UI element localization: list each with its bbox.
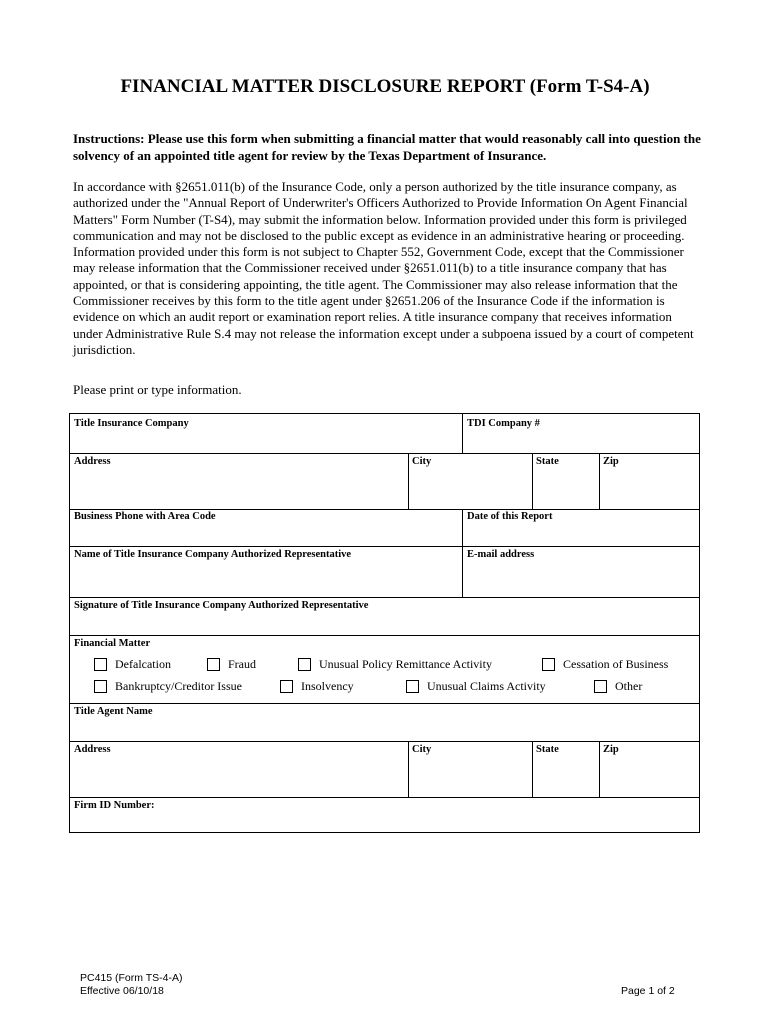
disclosure-form (69, 413, 700, 833)
fraud-option[interactable] (207, 657, 256, 672)
divider (70, 597, 699, 598)
title-agent-name-field[interactable]: Title Agent Name (74, 706, 153, 717)
date-of-report-field[interactable]: Date of this Report (467, 511, 553, 522)
insolvency-option[interactable] (280, 679, 354, 694)
divider (70, 797, 699, 798)
signature-field[interactable]: Signature of Title Insurance Company Authorized Representative (74, 600, 369, 611)
defalcation-checkbox[interactable] (94, 658, 107, 671)
unusual-claims-option[interactable] (406, 679, 546, 694)
page-title: FINANCIAL MATTER DISCLOSURE REPORT (Form T-S4-A) (120, 76, 650, 97)
agent-city-field[interactable]: City (412, 744, 432, 755)
unusual-policy-label: Unusual Policy Remittance Activity (319, 657, 492, 671)
fraud-checkbox[interactable] (207, 658, 220, 671)
cessation-option[interactable] (542, 657, 668, 672)
business-phone-field[interactable]: Business Phone with Area Code (74, 511, 216, 522)
divider (532, 453, 533, 509)
financial-matter-label: Financial Matter (74, 638, 151, 649)
divider (70, 635, 699, 636)
tdi-company-field[interactable]: TDI Company # (467, 418, 540, 429)
page-number: Page 1 of 2 (621, 985, 675, 997)
bankruptcy-label: Bankruptcy/Creditor Issue (115, 679, 242, 693)
legal-paragraph: In accordance with §2651.011(b) of the Insurance Code, only a person authorized by the title insurance company, as authorized under the "Annual Report of Underwriter's Officers Authorized to Provide Information On Agent Financial Matters" Form Number (T-S4), may submit the information below. Information provided under this form is privileged communication and may not be disclosed to the public except as evidence in an administrative hearing or proceeding. Information provided under this form is not subject to Chapter 552, Government Code, except that the Commissioner may release information that the Commissioner received under §2651.011(b) to a title insurance company that has appointed, or that is considering appointing, the title agent. The Commissioner may also release information that the Commissioner receives by this form to the title agent under §2651.206 of the Insurance Code if the information is evidence on which an audit report or examination report relies. A title insurance company that receives information under Administrative Rule S.4 may not release the information except under a subpoena issued by a court of competent jurisdiction. (73, 179, 694, 357)
insolvency-label: Insolvency (301, 679, 354, 693)
other-option[interactable] (594, 679, 642, 694)
insolvency-checkbox[interactable] (280, 680, 293, 693)
defalcation-option[interactable] (94, 657, 171, 672)
other-label: Other (615, 679, 643, 693)
city-field[interactable]: City (412, 456, 432, 467)
title-insurance-company-field[interactable]: Title Insurance Company (74, 418, 189, 429)
agent-state-field[interactable]: State (536, 744, 559, 755)
state-field[interactable]: State (536, 456, 559, 467)
unusual-claims-label: Unusual Claims Activity (427, 679, 546, 693)
bankruptcy-checkbox[interactable] (94, 680, 107, 693)
fraud-label: Fraud (228, 657, 256, 671)
divider (462, 414, 463, 453)
cessation-label: Cessation of Business (563, 657, 669, 671)
other-checkbox[interactable] (594, 680, 607, 693)
divider (408, 741, 409, 797)
effective-date: Effective 06/10/18 (80, 985, 164, 997)
divider (599, 453, 600, 509)
divider (532, 741, 533, 797)
instructions-text: Instructions: Please use this form when submitting a financial matter that would reasonably call into question the solvency of an appointed title agent for review by the Texas Department of Insurance. (73, 131, 701, 163)
form-code: PC415 (Form TS-4-A) (80, 972, 183, 984)
divider (70, 741, 699, 742)
divider (408, 453, 409, 509)
unusual-policy-option[interactable] (298, 657, 492, 672)
divider (70, 546, 699, 547)
unusual-policy-checkbox[interactable] (298, 658, 311, 671)
divider (70, 509, 699, 510)
unusual-claims-checkbox[interactable] (406, 680, 419, 693)
footer-form-info (80, 972, 183, 998)
zip-field[interactable]: Zip (603, 456, 619, 467)
firm-id-field[interactable]: Firm ID Number: (74, 800, 155, 811)
representative-name-field[interactable]: Name of Title Insurance Company Authorized Representative (74, 549, 352, 560)
bankruptcy-option[interactable] (94, 679, 242, 694)
divider (70, 453, 699, 454)
agent-zip-field[interactable]: Zip (603, 744, 619, 755)
defalcation-label: Defalcation (115, 657, 171, 671)
agent-address-field[interactable]: Address (74, 744, 111, 755)
divider (462, 509, 463, 597)
print-note: Please print or type information. (73, 382, 242, 397)
cessation-checkbox[interactable] (542, 658, 555, 671)
address-field[interactable]: Address (74, 456, 111, 467)
divider (599, 741, 600, 797)
divider (70, 703, 699, 704)
email-field[interactable]: E-mail address (467, 549, 535, 560)
